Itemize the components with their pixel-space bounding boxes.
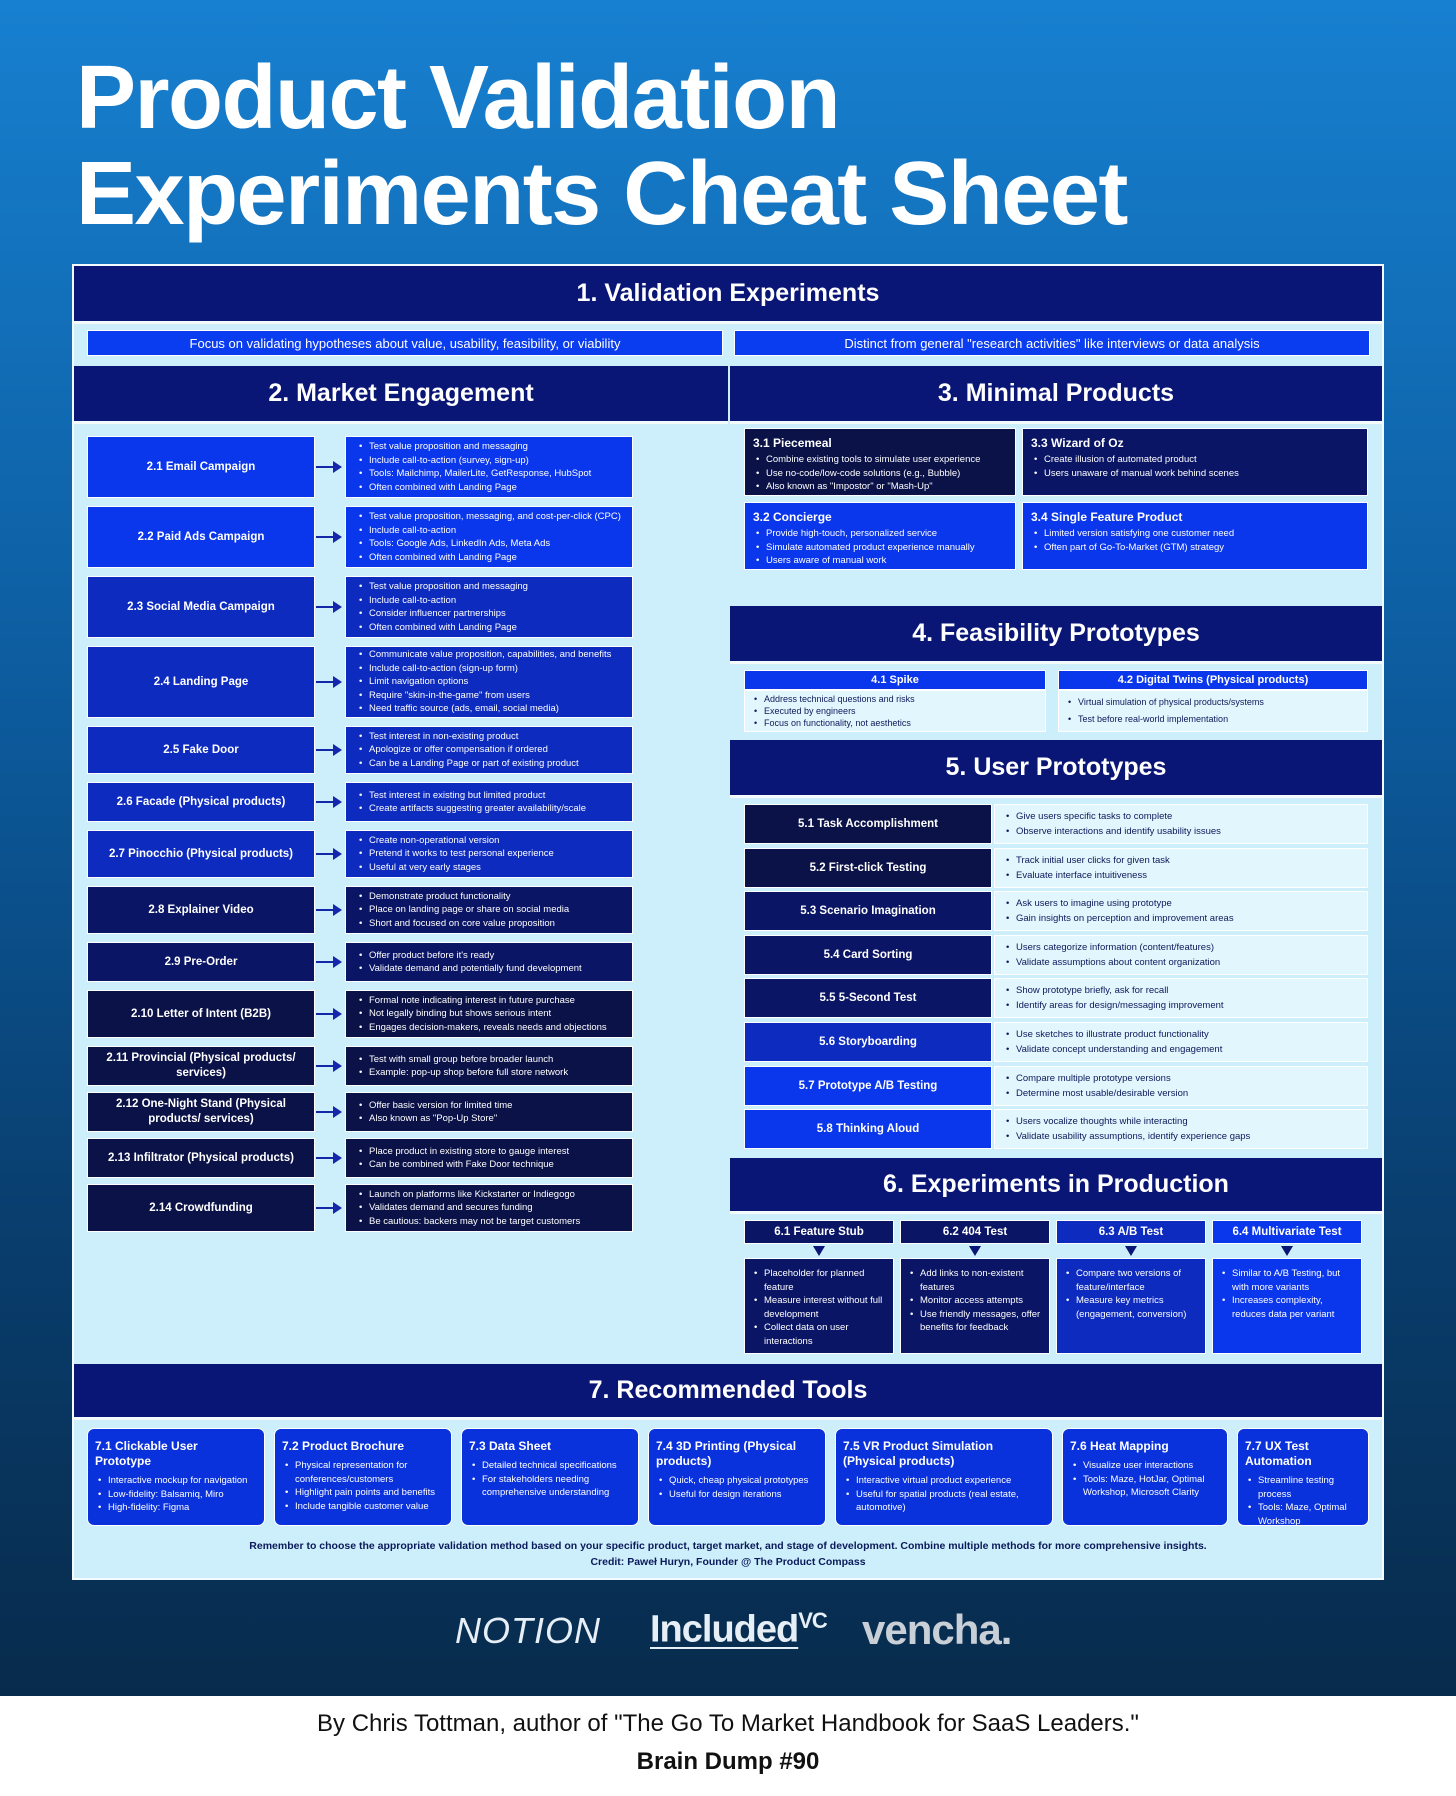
- bullet-item: • Tools: Google Ads, LinkedIn Ads, Meta Ads: [356, 537, 621, 551]
- section-4-heading: 4. Feasibility Prototypes: [730, 606, 1382, 664]
- bullet-list: [282, 1459, 443, 1513]
- bullet-item: • Physical representation for conferences/customers: [282, 1459, 443, 1486]
- bullet-list: [1031, 453, 1359, 480]
- bullet-list: [1031, 527, 1359, 554]
- bullet-item: • Useful at very early stages: [356, 861, 554, 875]
- s2-item-label: 2.6 Facade (Physical products): [87, 782, 315, 822]
- s2-item-arrow: [316, 961, 340, 963]
- bullet-item: • Use no-code/low-code solutions (e.g., Bubble): [753, 467, 1007, 481]
- bullet-item: • Interactive virtual product experience: [843, 1474, 1044, 1488]
- s2-item-arrow: [316, 1013, 340, 1015]
- s6-col-title: 6.4 Multivariate Test: [1212, 1220, 1362, 1244]
- s2-item-details: [345, 1138, 633, 1178]
- bullet-item: • Include call-to-action (survey, sign-up): [356, 454, 591, 468]
- s7-tool-title: 7.5 VR Product Simulation (Physical products): [843, 1439, 994, 1468]
- s5-item-details: [994, 978, 1368, 1018]
- bullet-list: [356, 890, 569, 931]
- s7-tool-title: 7.2 Product Brochure: [282, 1439, 405, 1453]
- bullet-item: • Placeholder for planned feature: [751, 1267, 887, 1294]
- bullet-item: • Apologize or offer compensation if ordered: [356, 743, 579, 757]
- s7-tool-card: [1237, 1428, 1369, 1526]
- notion-logo: NOTION: [455, 1610, 601, 1651]
- s2-item-label: 2.9 Pre-Order: [87, 942, 315, 982]
- bullet-item: • Can be combined with Fake Door technique: [356, 1158, 569, 1172]
- bullet-item: • Need traffic source (ads, email, social media): [356, 702, 611, 716]
- bullet-item: • Can be a Landing Page or part of existing product: [356, 757, 579, 771]
- s2-item-arrow: [316, 1111, 340, 1113]
- s2-item-label: 2.8 Explainer Video: [87, 886, 315, 934]
- bullet-item: • Useful for spatial products (real estate, automotive): [843, 1488, 1044, 1515]
- s7-tool-title: 7.4 3D Printing (Physical products): [656, 1439, 797, 1468]
- bullet-item: • Often combined with Landing Page: [356, 481, 591, 495]
- bullet-item: • Create illusion of automated product: [1031, 453, 1359, 467]
- bullet-list: [1003, 983, 1224, 1013]
- s2-item-details: [345, 436, 633, 498]
- bullet-item: • Users unaware of manual work behind scenes: [1031, 467, 1359, 481]
- bullet-item: • Include call-to-action: [356, 594, 528, 608]
- bullet-item: • Track initial user clicks for given task: [1003, 853, 1170, 868]
- s2-item-details: [345, 782, 633, 822]
- s7-tool-title: 7.1 Clickable User Prototype: [95, 1439, 198, 1468]
- bullet-item: • Users aware of manual work: [753, 554, 1007, 568]
- page-title: [76, 50, 1127, 242]
- bullet-item: • Often combined with Landing Page: [356, 621, 528, 635]
- bullet-item: • Place product in existing store to gauge interest: [356, 1145, 569, 1159]
- section-5-heading: 5. User Prototypes: [730, 740, 1382, 798]
- s2-item-details: [345, 886, 633, 934]
- bullet-list: [907, 1267, 1043, 1335]
- s5-item-label: 5.8 Thinking Aloud: [744, 1109, 992, 1149]
- bullet-list: [751, 693, 915, 729]
- bullet-item: • Be cautious: backers may not be target customers: [356, 1215, 580, 1229]
- s6-down-arrow: [1125, 1246, 1137, 1256]
- bullet-list: [753, 527, 1007, 568]
- s2-item-label: 2.4 Landing Page: [87, 646, 315, 718]
- bullet-item: • Give users specific tasks to complete: [1003, 809, 1221, 824]
- section-3-heading: 3. Minimal Products: [730, 366, 1382, 424]
- bullet-item: • Address technical questions and risks: [751, 693, 915, 705]
- included-logo-text: Included: [650, 1608, 799, 1651]
- s6-down-arrow: [813, 1246, 825, 1256]
- s3-card-title: 3.1 Piecemeal: [753, 436, 832, 450]
- s7-tool-card: [648, 1428, 826, 1526]
- bullet-item: • Collect data on user interactions: [751, 1321, 887, 1348]
- s2-item-details: [345, 1092, 633, 1132]
- bullet-item: • Example: pop-up shop before full store network: [356, 1066, 568, 1080]
- s2-item-label: 2.2 Paid Ads Campaign: [87, 506, 315, 568]
- bullet-item: • Test interest in existing but limited product: [356, 789, 586, 803]
- s6-col-body: [900, 1258, 1050, 1354]
- bullet-item: • Also known as "Pop-Up Store": [356, 1112, 512, 1126]
- bullet-item: • Test value proposition, messaging, and cost-per-click (CPC): [356, 510, 621, 524]
- bullet-item: • Tools: Maze, HotJar, Optimal Workshop, Microsoft Clarity: [1070, 1473, 1219, 1500]
- s2-item-arrow: [316, 853, 340, 855]
- bullet-item: • Add links to non-existent features: [907, 1267, 1043, 1294]
- bullet-item: • Validates demand and secures funding: [356, 1201, 580, 1215]
- bullet-item: • Test before real-world implementation: [1065, 711, 1264, 728]
- s4-card-title: 4.2 Digital Twins (Physical products): [1058, 670, 1368, 690]
- bullet-item: • Test with small group before broader launch: [356, 1053, 568, 1067]
- s2-item-label: 2.5 Fake Door: [87, 726, 315, 774]
- bullet-item: • Focus on functionality, not aesthetics: [751, 717, 915, 729]
- bullet-list: [1003, 1114, 1250, 1144]
- bullet-item: • Determine most usable/desirable version: [1003, 1086, 1188, 1101]
- bullet-list: [356, 1053, 568, 1080]
- bullet-item: • Offer product before it's ready: [356, 949, 582, 963]
- s2-item-label: 2.13 Infiltrator (Physical products): [87, 1138, 315, 1178]
- s5-item-details: [994, 804, 1368, 844]
- cheat-sheet-panel: [72, 264, 1384, 1580]
- s7-tool-title: 7.3 Data Sheet: [469, 1439, 552, 1453]
- s2-item-details: [345, 726, 633, 774]
- bullet-item: • Engages decision-makers, reveals needs and objections: [356, 1021, 607, 1035]
- bullet-list: [356, 440, 591, 494]
- sponsor-logos: [0, 1606, 1456, 1660]
- s5-item-details: [994, 1109, 1368, 1149]
- recommendation-note: Remember to choose the appropriate validation method based on your specific product, target market, and stage of development. Combine multiple methods for more comprehensive insights.: [249, 1540, 1207, 1552]
- s7-tool-card: [1062, 1428, 1228, 1526]
- bullet-item: • Users vocalize thoughts while interacting: [1003, 1114, 1250, 1129]
- bullet-item: • Validate concept understanding and engagement: [1003, 1042, 1222, 1057]
- bullet-item: • Detailed technical specifications: [469, 1459, 630, 1473]
- s2-item-arrow: [316, 466, 340, 468]
- s3-card-title: 3.4 Single Feature Product: [1031, 510, 1183, 524]
- s3-card: [1022, 502, 1368, 570]
- bullet-item: • Quick, cheap physical prototypes: [656, 1474, 817, 1488]
- s2-item-details: [345, 576, 633, 638]
- bullet-item: • Highlight pain points and benefits: [282, 1486, 443, 1500]
- s6-col-body: [744, 1258, 894, 1354]
- bullet-list: [356, 789, 586, 816]
- s6-col-title: 6.2 404 Test: [900, 1220, 1050, 1244]
- bullet-list: [753, 453, 1007, 494]
- bullet-item: • Tools: Mailchimp, MailerLite, GetResponse, HubSpot: [356, 467, 591, 481]
- bullet-list: [95, 1474, 256, 1515]
- s5-item-label: 5.7 Prototype A/B Testing: [744, 1066, 992, 1106]
- bullet-item: • Interactive mockup for navigation: [95, 1474, 256, 1488]
- bullet-item: • Useful for design iterations: [656, 1488, 817, 1502]
- bullet-list: [1070, 1459, 1219, 1500]
- s2-item-arrow: [316, 1157, 340, 1159]
- s6-col-body: [1056, 1258, 1206, 1354]
- page-title-line-1: Product Validation: [76, 48, 840, 148]
- s3-card-title: 3.2 Concierge: [753, 510, 832, 524]
- bullet-item: • Pretend it works to test personal experience: [356, 847, 554, 861]
- s6-down-arrow: [969, 1246, 981, 1256]
- s2-item-arrow: [316, 606, 340, 608]
- bullet-list: [1003, 940, 1220, 970]
- s2-item-label: 2.11 Provincial (Physical products/ services): [87, 1046, 315, 1086]
- s5-item-label: 5.4 Card Sorting: [744, 935, 992, 975]
- s2-item-label: 2.12 One-Night Stand (Physical products/ services): [87, 1092, 315, 1132]
- bullet-item: • Use sketches to illustrate product functionality: [1003, 1027, 1222, 1042]
- bullet-item: • Visualize user interactions: [1070, 1459, 1219, 1473]
- s4-card-body: [1058, 690, 1368, 732]
- s2-item-details: [345, 990, 633, 1038]
- s2-item-details: [345, 1046, 633, 1086]
- bullet-list: [356, 949, 582, 976]
- s2-item-label: 2.14 Crowdfunding: [87, 1184, 315, 1232]
- bullet-list: [356, 1145, 569, 1172]
- s7-tool-title: 7.6 Heat Mapping: [1070, 1439, 1169, 1453]
- bullet-list: [1065, 694, 1264, 728]
- bullet-list: [656, 1474, 817, 1501]
- bullet-item: • Demonstrate product functionality: [356, 890, 569, 904]
- s2-item-label: 2.10 Letter of Intent (B2B): [87, 990, 315, 1038]
- bullet-item: • Require "skin-in-the-game" from users: [356, 689, 611, 703]
- bullet-list: [356, 510, 621, 564]
- bullet-item: • Measure interest without full development: [751, 1294, 887, 1321]
- s2-item-label: 2.7 Pinocchio (Physical products): [87, 830, 315, 878]
- s5-item-label: 5.1 Task Accomplishment: [744, 804, 992, 844]
- bullet-item: • Communicate value proposition, capabilities, and benefits: [356, 648, 611, 662]
- bullet-list: [469, 1459, 630, 1500]
- bullet-list: [1063, 1267, 1199, 1321]
- bullet-item: • Compare multiple prototype versions: [1003, 1071, 1188, 1086]
- bullet-list: [356, 1099, 512, 1126]
- bullet-list: [751, 1267, 887, 1348]
- s2-item-arrow: [316, 1065, 340, 1067]
- bullet-item: • Use friendly messages, offer benefits for feedback: [907, 1308, 1043, 1335]
- s5-item-label: 5.5 5-Second Test: [744, 978, 992, 1018]
- bullet-item: • Often part of Go-To-Market (GTM) strategy: [1031, 541, 1359, 555]
- bullet-item: • Compare two versions of feature/interface: [1063, 1267, 1199, 1294]
- s5-item-details: [994, 935, 1368, 975]
- bullet-item: • Short and focused on core value proposition: [356, 917, 569, 931]
- s5-item-details: [994, 848, 1368, 888]
- bullet-item: • Executed by engineers: [751, 705, 915, 717]
- s2-item-label: 2.3 Social Media Campaign: [87, 576, 315, 638]
- s5-item-details: [994, 891, 1368, 931]
- page-title-line-2: Experiments Cheat Sheet: [76, 144, 1127, 244]
- brain-dump-label: Brain Dump #90: [636, 1748, 820, 1775]
- bullet-list: [356, 1188, 580, 1229]
- bullet-item: • Provide high-touch, personalized service: [753, 527, 1007, 541]
- bullet-item: • Create artifacts suggesting greater availability/scale: [356, 802, 586, 816]
- bullet-item: • Include call-to-action: [356, 524, 621, 538]
- bullet-list: [356, 994, 607, 1035]
- bullet-list: [356, 648, 611, 716]
- s7-tool-title: 7.7 UX Test Automation: [1245, 1439, 1312, 1468]
- included-logo-sup: VC: [798, 1608, 827, 1633]
- section-1-pill-right: Distinct from general "research activities" like interviews or data analysis: [734, 330, 1370, 356]
- bullet-item: • Consider influencer partnerships: [356, 607, 528, 621]
- section-7-heading: 7. Recommended Tools: [74, 1364, 1382, 1420]
- s2-item-arrow: [316, 801, 340, 803]
- s2-item-arrow: [316, 536, 340, 538]
- bullet-item: • Test value proposition and messaging: [356, 440, 591, 454]
- s6-col-title: 6.3 A/B Test: [1056, 1220, 1206, 1244]
- bullet-item: • Include tangible customer value: [282, 1500, 443, 1514]
- s7-tool-card: [461, 1428, 639, 1526]
- bullet-item: • Also known as "Impostor" or "Mash-Up": [753, 480, 1007, 494]
- bullet-list: [356, 730, 579, 771]
- s2-item-details: [345, 646, 633, 718]
- bullet-item: • Validate usability assumptions, identify experience gaps: [1003, 1129, 1250, 1144]
- bullet-item: • Users categorize information (content/features): [1003, 940, 1220, 955]
- s3-card: [744, 502, 1016, 570]
- bullet-item: • Monitor access attempts: [907, 1294, 1043, 1308]
- bullet-list: [1003, 896, 1234, 926]
- s7-tool-card: [87, 1428, 265, 1526]
- bullet-list: [1003, 853, 1170, 883]
- s5-item-details: [994, 1066, 1368, 1106]
- s6-col-title: 6.1 Feature Stub: [744, 1220, 894, 1244]
- vencha-logo: vencha.: [862, 1606, 1012, 1653]
- s3-card: [1022, 428, 1368, 496]
- bullet-item: • Simulate automated product experience manually: [753, 541, 1007, 555]
- bullet-item: • Test interest in non-existing product: [356, 730, 579, 744]
- s2-item-details: [345, 1184, 633, 1232]
- credit-line: Credit: Paweł Huryn, Founder @ The Product Compass: [590, 1556, 866, 1568]
- bullet-list: [1003, 1071, 1188, 1101]
- s2-item-arrow: [316, 681, 340, 683]
- s3-card-title: 3.3 Wizard of Oz: [1031, 436, 1124, 450]
- s5-item-details: [994, 1022, 1368, 1062]
- bullet-list: [843, 1474, 1044, 1515]
- s2-item-details: [345, 942, 633, 982]
- included-vc-logo: [650, 1608, 827, 1652]
- s2-item-label: 2.1 Email Campaign: [87, 436, 315, 498]
- s4-card-body: [744, 690, 1046, 732]
- bullet-item: • Test value proposition and messaging: [356, 580, 528, 594]
- s6-down-arrow: [1281, 1246, 1293, 1256]
- bullet-item: • Streamline testing process: [1245, 1474, 1360, 1501]
- s4-card-title: 4.1 Spike: [744, 670, 1046, 690]
- bullet-list: [1003, 809, 1221, 839]
- s5-item-label: 5.6 Storyboarding: [744, 1022, 992, 1062]
- bullet-item: • Low-fidelity: Balsamiq, Miro: [95, 1488, 256, 1502]
- bullet-list: [1003, 1027, 1222, 1057]
- s7-tool-card: [274, 1428, 452, 1526]
- s3-card: [744, 428, 1016, 496]
- bullet-item: • Often combined with Landing Page: [356, 551, 621, 565]
- s2-item-arrow: [316, 1207, 340, 1209]
- bullet-item: • Combine existing tools to simulate user experience: [753, 453, 1007, 467]
- section-2-heading: 2. Market Engagement: [74, 366, 728, 424]
- bullet-item: • Virtual simulation of physical products/systems: [1065, 694, 1264, 711]
- bullet-list: [1245, 1474, 1360, 1528]
- bullet-item: • For stakeholders needing comprehensive understanding: [469, 1473, 630, 1500]
- bullet-item: • Create non-operational version: [356, 834, 554, 848]
- bullet-item: • Observe interactions and identify usability issues: [1003, 824, 1221, 839]
- s2-item-details: [345, 830, 633, 878]
- bullet-item: • Increases complexity, reduces data per variant: [1219, 1294, 1355, 1321]
- bullet-item: • Include call-to-action (sign-up form): [356, 662, 611, 676]
- bullet-item: • Measure key metrics (engagement, conversion): [1063, 1294, 1199, 1321]
- bullet-item: • Launch on platforms like Kickstarter or Indiegogo: [356, 1188, 580, 1202]
- bullet-item: • Not legally binding but shows serious intent: [356, 1007, 607, 1021]
- bullet-item: • Formal note indicating interest in future purchase: [356, 994, 607, 1008]
- bullet-list: [356, 834, 554, 875]
- bullet-item: • Offer basic version for limited time: [356, 1099, 512, 1113]
- bullet-item: • Tools: Maze, Optimal Workshop: [1245, 1501, 1360, 1528]
- section-1-heading: 1. Validation Experiments: [74, 266, 1382, 324]
- bullet-list: [1219, 1267, 1355, 1321]
- bullet-item: • Gain insights on perception and improvement areas: [1003, 911, 1234, 926]
- bullet-item: • Ask users to imagine using prototype: [1003, 896, 1234, 911]
- s5-item-label: 5.3 Scenario Imagination: [744, 891, 992, 931]
- bullet-item: • Identify areas for design/messaging improvement: [1003, 998, 1224, 1013]
- author-byline: By Chris Tottman, author of "The Go To Market Handbook for SaaS Leaders.": [317, 1710, 1139, 1737]
- section-6-heading: 6. Experiments in Production: [730, 1158, 1382, 1214]
- bullet-item: • Evaluate interface intuitiveness: [1003, 868, 1170, 883]
- bullet-item: • Validate assumptions about content organization: [1003, 955, 1220, 970]
- s2-item-arrow: [316, 909, 340, 911]
- s7-tool-card: [835, 1428, 1053, 1526]
- s2-item-details: [345, 506, 633, 568]
- section-1-pill-left: Focus on validating hypotheses about value, usability, feasibility, or viability: [87, 330, 723, 356]
- bullet-item: • Validate demand and potentially fund development: [356, 962, 582, 976]
- bullet-item: • Limit navigation options: [356, 675, 611, 689]
- bullet-item: • High-fidelity: Figma: [95, 1501, 256, 1515]
- bullet-item: • Limited version satisfying one customer need: [1031, 527, 1359, 541]
- s5-item-label: 5.2 First-click Testing: [744, 848, 992, 888]
- bullet-item: • Place on landing page or share on social media: [356, 903, 569, 917]
- s2-item-arrow: [316, 749, 340, 751]
- bullet-list: [356, 580, 528, 634]
- s6-col-body: [1212, 1258, 1362, 1354]
- bullet-item: • Show prototype briefly, ask for recall: [1003, 983, 1224, 998]
- bullet-item: • Similar to A/B Testing, but with more variants: [1219, 1267, 1355, 1294]
